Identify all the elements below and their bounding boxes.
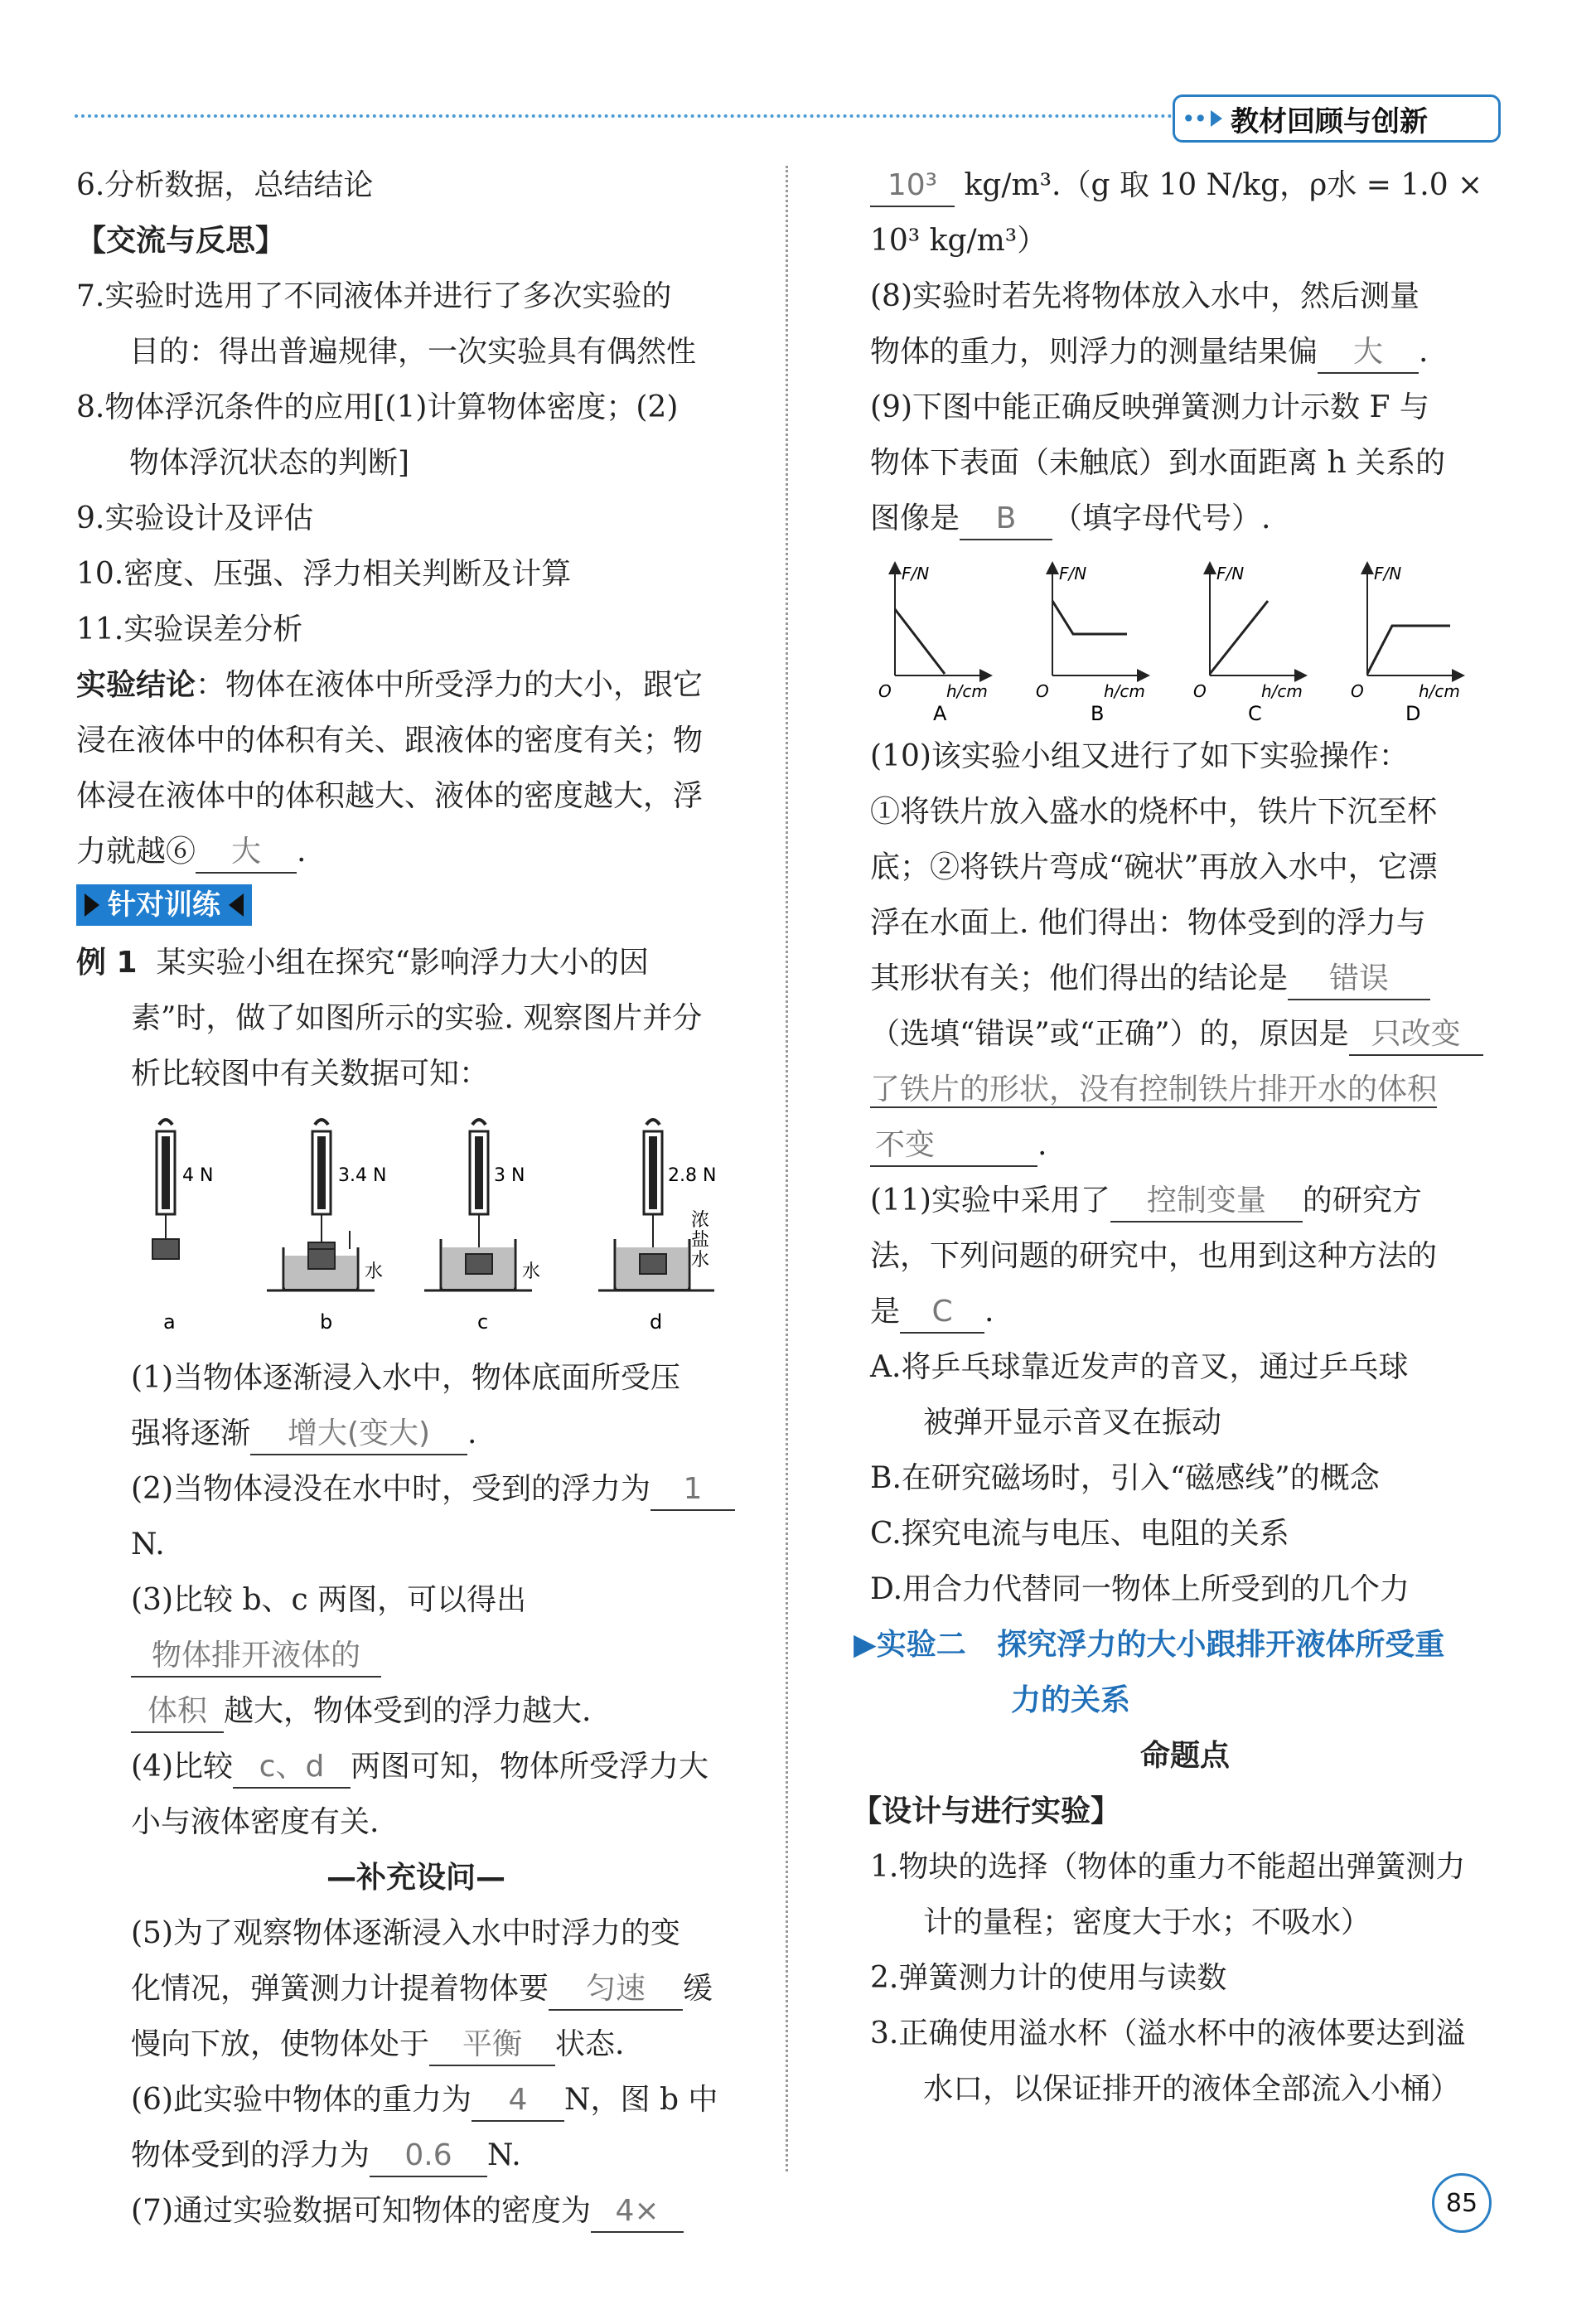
- graph-b-xlabel: h/cm: [1104, 681, 1145, 701]
- text-line: 是 C .: [870, 1284, 1500, 1339]
- text-line: (5)为了观察物体逐渐浸入水中时浮力的变: [131, 1916, 680, 1950]
- experiment-2-heading: [854, 1617, 1500, 1673]
- graph-d-curve: [1367, 626, 1450, 674]
- text: N.: [131, 1528, 165, 1561]
- setup-b: [267, 1120, 386, 1334]
- answer-blank: 10³: [870, 166, 955, 207]
- experiment-figure: [76, 1106, 756, 1347]
- text-line: 析比较图中有关数据可知：: [131, 1057, 490, 1091]
- option-c: C.探究电流与电压、电阻的关系: [870, 1517, 1289, 1551]
- graph-options: [870, 551, 1500, 725]
- setup-d: [598, 1120, 716, 1334]
- text-line: 9.实验设计及评估: [76, 501, 314, 535]
- text-line: 浮在水面上. 他们得出：物体受到的浮力与: [870, 906, 1426, 940]
- text: 物体的重力，则浮力的测量结果偏: [870, 335, 1318, 369]
- reading-d: 2.8 N: [668, 1165, 717, 1186]
- supplementary-heading: —补充设问—: [326, 1861, 505, 1895]
- reading-b: 3.4 N: [338, 1165, 387, 1186]
- answer-blank: c、d: [233, 1747, 351, 1789]
- label-a: a: [163, 1310, 176, 1334]
- text: 强将逐渐: [131, 1416, 251, 1450]
- text-line: [76, 1683, 756, 1739]
- text-line: 素”时，做了如图所示的实验. 观察图片并分: [131, 1001, 703, 1035]
- page-number: 85: [1432, 2173, 1492, 2233]
- graph-d-origin: O: [1351, 681, 1364, 701]
- graph-a-label: A: [933, 702, 947, 725]
- experiment-2-label: 实验二: [876, 1628, 966, 1662]
- text-line: 小与液体密度有关.: [131, 1805, 380, 1839]
- text-line: (9)下图中能正确反映弹簧测力计示数 F 与: [870, 390, 1429, 424]
- text-line: (8)实验时若先将物体放入水中，然后测量: [870, 279, 1419, 313]
- graph-a-curve: [895, 609, 945, 674]
- answer-blank: B: [960, 499, 1052, 540]
- experiment-2-title: 探究浮力的大小跟排开液体所受重: [997, 1628, 1445, 1662]
- graph-d-ylabel: F/N: [1374, 564, 1402, 583]
- text-line: [76, 1572, 756, 1683]
- text-line: [76, 2072, 756, 2128]
- column-divider: [786, 166, 788, 2171]
- answer-blank: 了铁片的形状，没有控制铁片排开水的体积: [870, 1072, 1438, 1106]
- text: (3)比较 b、c 两图，可以得出: [131, 1583, 527, 1617]
- answer-blank: 1: [650, 1469, 735, 1511]
- text: 化情况，弹簧测力计提着物体要: [131, 1972, 549, 2006]
- conclusion-line: [76, 657, 756, 713]
- text-line: 底；②将铁片弯成“碗状”再放入水中，它漂: [870, 850, 1438, 884]
- text-line: [870, 951, 1500, 1006]
- right-column: [852, 157, 1500, 2117]
- text: (2)当物体浸没在水中时，受到的浮力为: [131, 1472, 650, 1506]
- text: 图像是: [870, 501, 960, 535]
- text-line: 物体浮沉状态的判断]: [129, 446, 410, 480]
- label-d: d: [650, 1310, 663, 1334]
- graph-a-xlabel: h/cm: [946, 681, 988, 701]
- text-line: 3.正确使用溢水杯（溢水杯中的液体要达到溢: [870, 2017, 1466, 2050]
- section-badge: [1173, 94, 1501, 143]
- text: kg/m³.（g 取 10 N/kg，ρ水 = 1.0 ×: [964, 168, 1483, 202]
- text-line: [76, 1961, 756, 2017]
- text-line: 计的量程；密度大于水；不吸水）: [923, 1905, 1371, 1939]
- graph-c-label: C: [1248, 702, 1262, 725]
- text: 两图可知，物体所受浮力大: [351, 1750, 709, 1784]
- reading-a: 4 N: [182, 1165, 214, 1186]
- answer-blank: 增大(变大): [250, 1414, 467, 1455]
- design-heading: 【设计与进行实验】: [852, 1794, 1121, 1828]
- text-line: 6.分析数据，总结结论: [76, 168, 374, 202]
- training-tag: [76, 884, 252, 926]
- text: N.: [487, 2138, 521, 2172]
- answer-blank: 大: [1318, 332, 1419, 374]
- text-line: 10³ kg/m³）: [870, 224, 1047, 258]
- text-line: (1)当物体逐渐浸入水中，物体底面所受压: [131, 1361, 680, 1395]
- text-line: ①将铁片放入盛水的烧杯中，铁片下沉至杯: [870, 795, 1438, 829]
- text: （选填“错误”或“正确”）的，原因是: [870, 1017, 1349, 1051]
- badge-dots-icon: ••: [1182, 104, 1207, 133]
- text: N，图 b 中: [564, 2083, 718, 2117]
- text-line: 10.密度、压强、浮力相关判断及计算: [76, 557, 572, 591]
- text-line: 11.实验误差分析: [76, 612, 303, 646]
- answer-blank: 不变: [870, 1126, 1037, 1167]
- reading-c: 3 N: [494, 1165, 525, 1186]
- text-line: 7.实验时选用了不同液体并进行了多次实验的: [76, 279, 672, 313]
- text-line: [870, 1062, 1500, 1117]
- graph-a: [878, 564, 988, 725]
- graph-a-ylabel: F/N: [902, 564, 930, 583]
- text: 状态.: [555, 2027, 625, 2061]
- graph-d-xlabel: h/cm: [1419, 681, 1460, 701]
- text-line: [76, 2017, 756, 2072]
- graph-c-origin: O: [1193, 681, 1207, 701]
- section-title: 教材回顾与创新: [1231, 104, 1429, 138]
- text-line: [76, 2183, 756, 2239]
- mingti-heading: 命题点: [1139, 1739, 1230, 1773]
- text-line: [870, 1173, 1500, 1228]
- graph-c-ylabel: F/N: [1216, 564, 1245, 583]
- text-line: 体浸在液体中的体积越大、液体的密度越大，浮: [76, 779, 704, 813]
- option-a-cont: 被弹开显示音叉在振动: [923, 1406, 1222, 1440]
- header-dotted-line: [75, 114, 1173, 118]
- brine-3: 水: [691, 1250, 710, 1271]
- text: 是: [870, 1295, 901, 1329]
- text-line: 浸在液体中的体积有关、跟液体的密度有关；物: [76, 724, 704, 758]
- conclusion-label: 实验结论: [76, 668, 196, 702]
- badge-arrow-icon: [1211, 110, 1222, 127]
- training-tag-label: 针对训练: [108, 888, 220, 922]
- graph-d-label: D: [1405, 702, 1421, 725]
- answer-blank: 匀速: [549, 1969, 683, 2011]
- setup-c: [424, 1120, 540, 1334]
- answer-blank: 控制变量: [1110, 1181, 1303, 1223]
- text: 越大，物体受到的浮力越大.: [224, 1694, 592, 1728]
- answer-blank: 体积: [131, 1692, 224, 1733]
- graph-b-ylabel: F/N: [1059, 564, 1087, 583]
- brine-2: 盐: [691, 1230, 710, 1251]
- graph-b-label: B: [1091, 702, 1105, 725]
- water-c: 水: [522, 1261, 541, 1282]
- answer-blank: C: [900, 1292, 984, 1334]
- label-b: b: [320, 1310, 333, 1334]
- graph-b: [1036, 564, 1145, 725]
- text-line: [76, 2128, 756, 2183]
- answer-blank: 错误: [1288, 959, 1430, 1000]
- answer-blank: 物体排开液体的: [131, 1636, 381, 1678]
- text-line: 不变 .: [870, 1117, 1500, 1173]
- text-line: [870, 491, 1500, 546]
- text-line: 物体下表面（未触底）到水面距离 h 关系的: [870, 446, 1446, 480]
- text-line: [870, 157, 1500, 213]
- example-label: 例 1: [76, 946, 138, 980]
- left-column: [76, 157, 756, 2239]
- answer-blank: 平衡: [429, 2025, 555, 2066]
- text: （填字母代号）.: [1052, 501, 1271, 535]
- text: (6)此实验中物体的重力为: [131, 2083, 472, 2117]
- text: 缓: [683, 1972, 713, 2006]
- text: (4)比较: [131, 1750, 233, 1784]
- text: (7)通过实验数据可知物体的密度为: [131, 2194, 591, 2228]
- graph-b-origin: O: [1036, 681, 1049, 701]
- text-line: 力就越⑥ 大 .: [76, 824, 756, 879]
- water-b: 水: [365, 1261, 384, 1282]
- graph-b-curve: [1052, 601, 1127, 634]
- graph-d: [1351, 564, 1460, 725]
- triangle-left-icon: [229, 893, 244, 917]
- text: 慢向下放，使物体处于: [131, 2027, 430, 2061]
- text-line: 物体的重力，则浮力的测量结果偏 大 .: [870, 324, 1500, 380]
- triangle-right-icon: [85, 893, 99, 917]
- example-line: [76, 935, 756, 990]
- answer-blank: 0.6: [370, 2136, 487, 2177]
- answer-blank: 4×: [591, 2191, 684, 2233]
- option-d: D.用合力代替同一物体上所受到的几个力: [870, 1572, 1410, 1606]
- graph-c-xlabel: h/cm: [1261, 681, 1303, 701]
- text-line: 8.物体浮沉条件的应用[(1)计算物体密度；(2): [76, 390, 679, 424]
- text-line: 目的：得出普遍规律，一次实验具有偶然性: [129, 335, 697, 369]
- text: 物体受到的浮力为: [131, 2138, 370, 2172]
- text-line: [76, 1461, 756, 1572]
- text-line: (10)该实验小组又进行了如下实验操作：: [870, 739, 1409, 773]
- text-line: 2.弹簧测力计的使用与读数: [870, 1961, 1227, 1995]
- text: ：物体在液体中所受浮力的大小，跟它: [196, 668, 704, 702]
- option-a: A.将乒乓球靠近发声的音叉，通过乒乓球: [870, 1350, 1409, 1384]
- brine-1: 浓: [691, 1210, 710, 1231]
- text-line: [76, 1739, 756, 1794]
- graph-a-origin: O: [878, 681, 892, 701]
- answer-blank: 只改变: [1349, 1014, 1483, 1056]
- text-line: 法，下列问题的研究中，也用到这种方法的: [870, 1239, 1438, 1273]
- text: 的研究方: [1302, 1184, 1422, 1218]
- label-c: c: [477, 1310, 489, 1334]
- experiment-2-title-cont: 力的关系: [1011, 1683, 1131, 1717]
- text: 其形状有关；他们得出的结论是: [870, 961, 1289, 995]
- answer-blank: 4: [472, 2080, 564, 2122]
- option-b: B.在研究磁场时，引入“磁感线”的概念: [870, 1461, 1380, 1495]
- setup-a: [152, 1120, 213, 1334]
- exchange-heading: 【交流与反思】: [76, 224, 286, 258]
- text: 力就越⑥: [76, 835, 196, 869]
- text-line: 强将逐渐 增大(变大) .: [76, 1406, 756, 1461]
- play-arrow-icon: ▶: [854, 1628, 877, 1662]
- text-line: 1.物块的选择（物体的重力不能超出弹簧测力: [870, 1850, 1466, 1884]
- text: (11)实验中采用了: [870, 1184, 1110, 1218]
- text-line: [870, 1006, 1500, 1062]
- text: 某实验小组在探究“影响浮力大小的因: [156, 946, 649, 980]
- answer-blank: 大: [196, 832, 297, 874]
- graph-c: [1193, 564, 1303, 725]
- graph-c-curve: [1210, 601, 1268, 674]
- text-line: 水口，以保证排开的液体全部流入小桶）: [923, 2072, 1461, 2106]
